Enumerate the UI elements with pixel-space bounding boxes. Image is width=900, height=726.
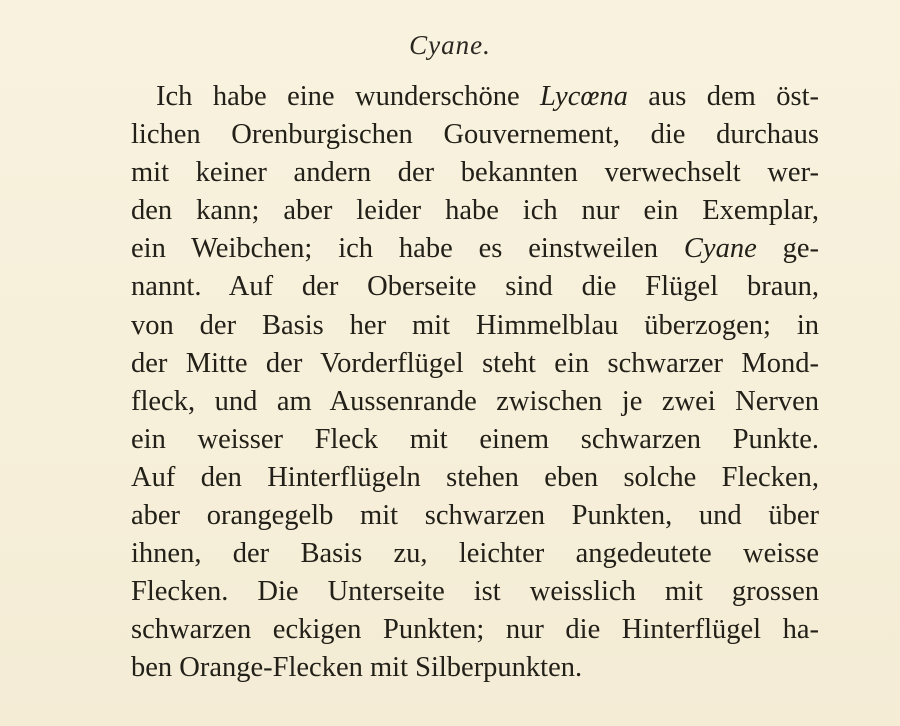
text-line: ein Weibchen; ich habe es einstweilen Cyane ge- [131,233,820,265]
text-line: mit keiner andern der bekannten verwechselt wer- [131,157,819,189]
section-title: Cyane. [409,30,491,60]
text-line: der Mitte der Vorderflügel steht ein schwarzer Mond- [131,347,819,379]
text-line: Flecken. Die Unterseite ist weisslich mit grossen [131,576,819,608]
body-paragraph [131,78,819,688]
text-line: schwarzen eckigen Punkten; nur die Hinterflügel ha- [131,614,819,646]
text-line: lichen Orenburgischen Gouvernement, die durchaus [131,119,819,151]
text-line: ihnen, der Basis zu, leichter angedeutete weisse [131,538,819,570]
text-line: fleck, und am Aussenrande zwischen je zwei Nerven [131,385,819,417]
text-line: ben Orange-Flecken mit Silberpunkten. [131,652,583,684]
text-line: aber orangegelb mit schwarzen Punkten, und über [131,500,819,532]
text-line: Ich habe eine wunderschöne Lycœna aus dem öst- [156,81,819,112]
text-line: von der Basis her mit Himmelblau überzogen; in [131,309,819,341]
genus-name-italic: Lycœna [540,81,628,112]
text-line: nannt. Auf der Oberseite sind die Flügel braun, [131,271,819,303]
species-name-italic: Cyane [683,233,757,265]
text-line: den kann; aber leider habe ich nur ein Exemplar, [131,195,819,227]
text-line: Auf den Hinterflügeln stehen eben solche Flecken, [131,461,819,493]
text-line: ein weisser Fleck mit einem schwarzen Punkte. [131,423,819,455]
